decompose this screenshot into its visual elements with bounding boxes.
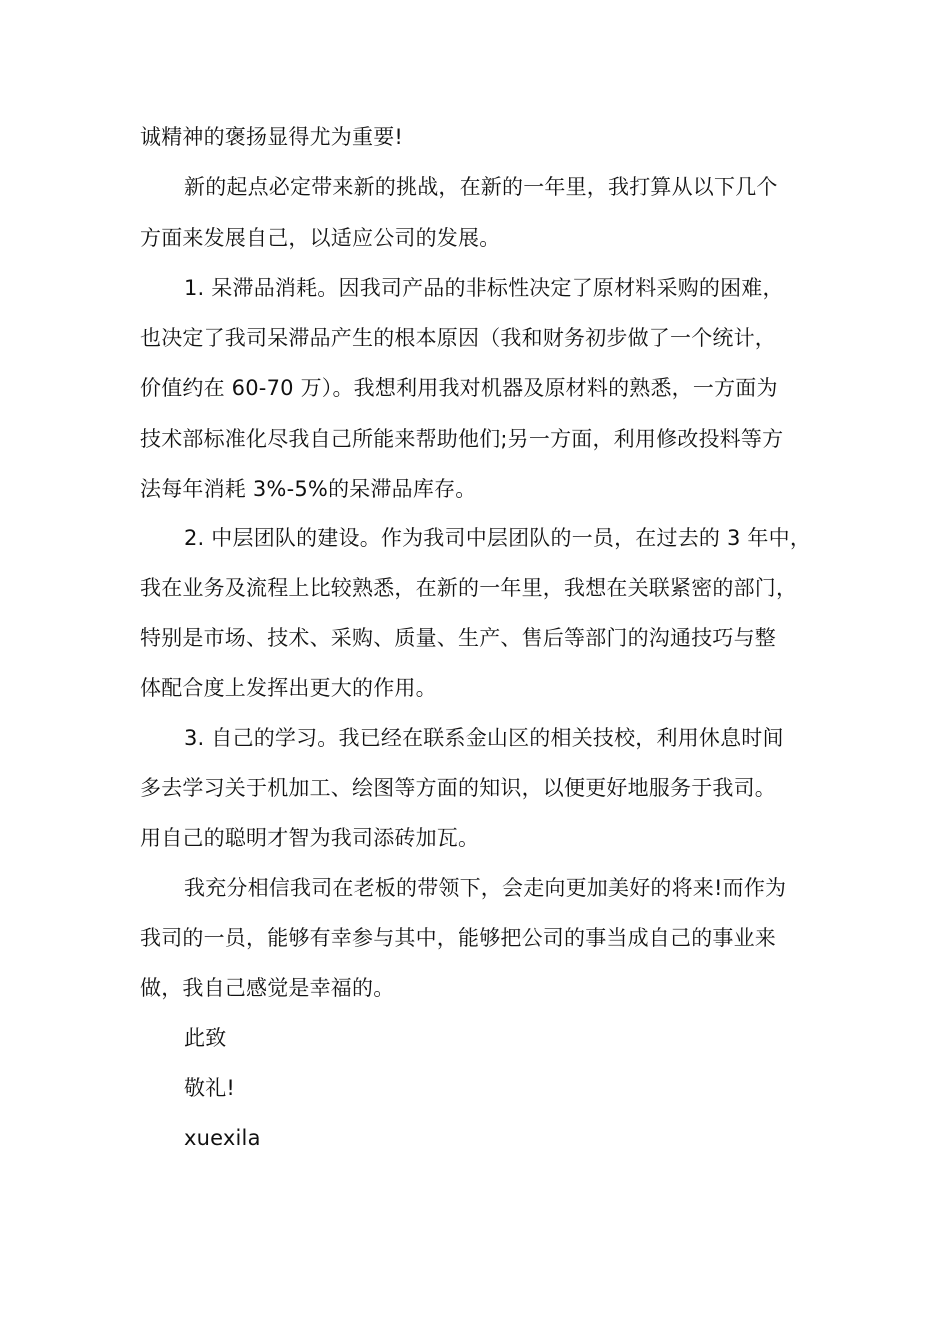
list-item-line: 3. 自己的学习。我已经在联系金山区的相关技校，利用休息时间 [184, 726, 784, 750]
paragraph-line: 方面来发展自己，以适应公司的发展。 [140, 226, 501, 250]
list-item-line: 特别是市场、技术、采购、质量、生产、售后等部门的沟通技巧与整 [140, 626, 776, 650]
list-item-line: 价值约在 60-70 万）。我想利用我对机器及原材料的熟悉，一方面为 [140, 376, 778, 400]
paragraph-line: 我充分相信我司在老板的带领下，会走向更加美好的将来!而作为 [184, 876, 787, 900]
list-item-line: 1. 呆滞品消耗。因我司产品的非标性决定了原材料采购的困难， [184, 276, 784, 300]
list-item-line: 法每年消耗 3%-5%的呆滞品库存。 [140, 477, 477, 501]
paragraph-line: 做，我自己感觉是幸福的。 [140, 976, 395, 1000]
paragraph-line: 我司的一员，能够有幸参与其中，能够把公司的事当成自己的事业来 [140, 926, 776, 950]
paragraph-line: 诚精神的褒扬显得尤为重要! [140, 125, 404, 149]
list-item-line: 用自己的聪明才智为我司添砖加瓦。 [140, 826, 480, 850]
list-item-line: 技术部标准化尽我自己所能来帮助他们;另一方面，利用修改投料等方 [140, 427, 784, 451]
list-item-line: 2. 中层团队的建设。作为我司中层团队的一员，在过去的 3 年中， [184, 526, 812, 550]
list-item-line: 多去学习关于机加工、绘图等方面的知识，以便更好地服务于我司。 [140, 776, 776, 800]
salutation-line: 敬礼! [184, 1076, 236, 1100]
signature-line: xuexila [184, 1126, 261, 1150]
list-item-line: 体配合度上发挥出更大的作用。 [140, 676, 437, 700]
list-item-line: 也决定了我司呆滞品产生的根本原因（我和财务初步做了一个统计， [140, 326, 776, 350]
paragraph-line: 新的起点必定带来新的挑战，在新的一年里，我打算从以下几个 [184, 175, 778, 199]
list-item-line: 我在业务及流程上比较熟悉，在新的一年里，我想在关联紧密的部门， [140, 576, 798, 600]
closing-line: 此致 [184, 1026, 227, 1050]
